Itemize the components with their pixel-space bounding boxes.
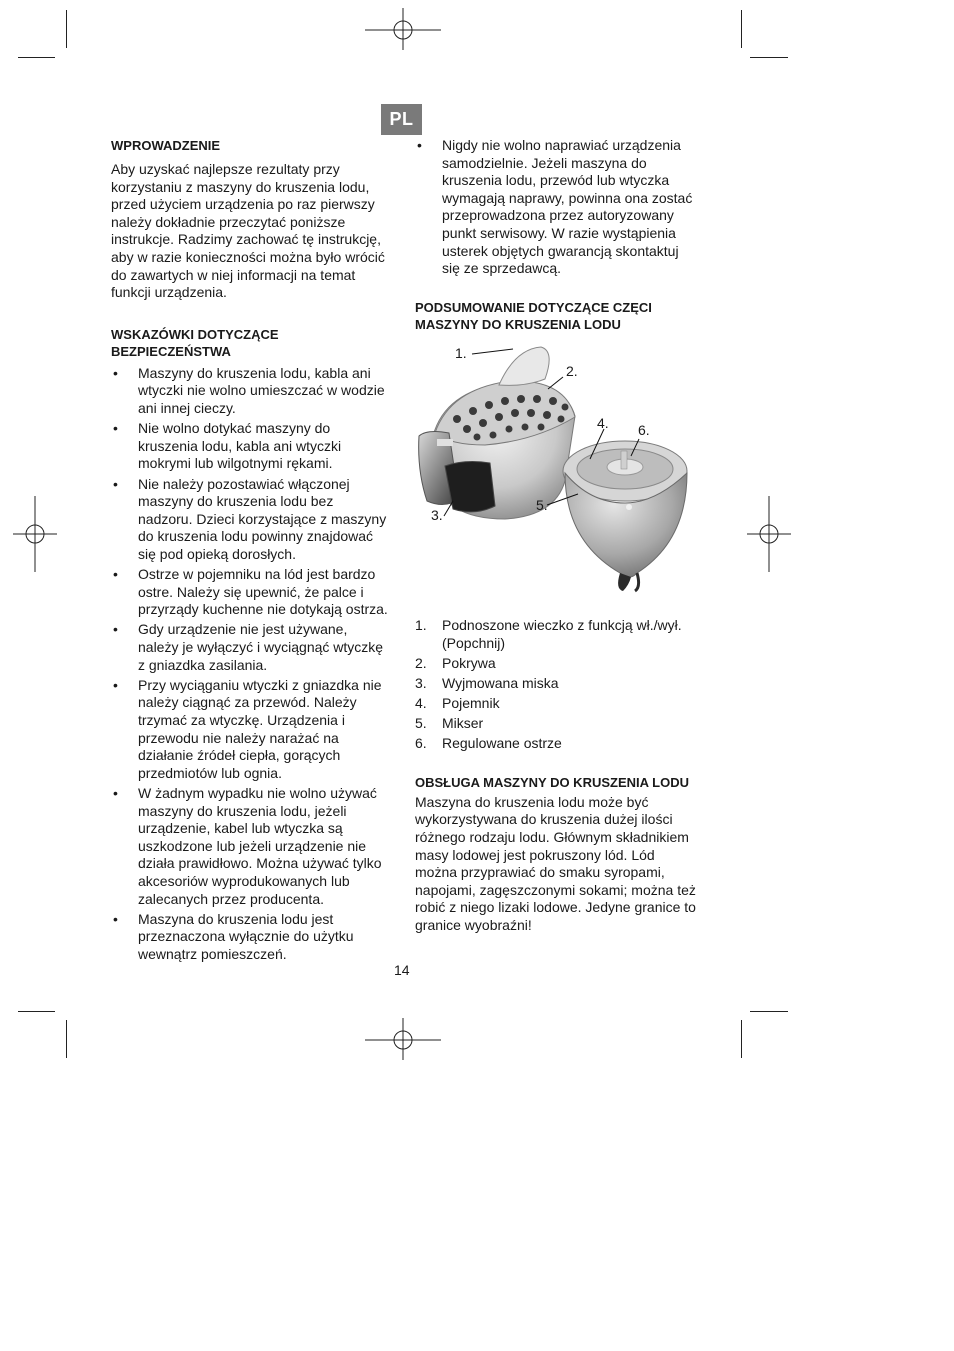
safety-list-continued (415, 137, 700, 278)
parts-list (415, 617, 700, 752)
list-item: 4. Pojemnik (415, 694, 500, 711)
list-item: • Nie wolno dotykać maszyny do kruszenia lodu, kabla ani wtyczki mokrymi lub wilgotnymi rękami. (113, 420, 342, 472)
figure-label: 2. (566, 363, 578, 380)
intro-heading: WPROWADZENIE (111, 138, 221, 153)
crop-mark (66, 1020, 67, 1058)
product-figure (415, 341, 700, 607)
list-item: • Gdy urządzenie nie jest używane, należy je wyłączyć i wyciągnąć wtyczkę z gniazdka zasilania. (113, 621, 384, 673)
list-item: • Maszyna do kruszenia lodu jest przeznaczona wyłącznie do użytku wewnątrz pomieszczeń. (113, 910, 354, 962)
bullet-icon: • (113, 784, 118, 801)
safety-heading: WSKAZÓWKI DOTYCZĄCE BEZPIECZEŃSTWA (111, 326, 279, 359)
list-item: 3. Wyjmowana miska (415, 674, 559, 691)
list-item: • Ostrze w pojemniku na lód jest bardzo ostre. Należy się upewnić, że palce i przyrządy kuchenne nie dotykają ostrza. (113, 566, 388, 618)
operation-heading: OBSŁUGA MASZYNY DO KRUSZENIA LODU (415, 774, 689, 790)
crop-mark (18, 1011, 55, 1012)
bullet-icon: • (417, 137, 422, 153)
right-column (415, 137, 700, 935)
safety-list (111, 365, 391, 964)
figure-label: 6. (638, 422, 650, 439)
bullet-icon: • (113, 676, 118, 693)
intro-body: Aby uzyskać najlepsze rezultaty przy korzystaniu z maszyny do kruszenia lodu, przed użyciem urządzenia po raz pierwszy należy dokładnie przeczytać poniższe instrukcje. Radzimy zachować tę instrukcję, aby w razie konieczności można było wrócić do zawartych w niej informacji na temat funkcji urządzenia. (111, 161, 385, 301)
crop-mark (741, 10, 742, 48)
bullet-icon: • (113, 621, 118, 638)
page-number: 14 (394, 962, 410, 978)
list-item: • Nigdy nie wolno naprawiać urządzenia samodzielnie. Jeżeli maszyna do kruszenia lodu, przewód lub wtyczka wymagają naprawy, powinna ona zostać przeprowadzona przez autoryzowany punkt serwisowy. W razie wystąpienia usterek objętych gwarancją skontaktuj się ze sprzedawcą. (417, 137, 693, 277)
list-item: 6. Regulowane ostrze (415, 734, 562, 751)
list-item: • W żadnym wypadku nie wolno używać maszyny do kruszenia lodu, jeżeli urządzenie, kabel lub wtyczka są uszkodzone lub jeżeli urządzenie nie działa prawidłowo. Można używać tylko akcesoriów wyprodukowanych lub zalecanych przez producenta. (113, 784, 382, 907)
bullet-icon: • (113, 364, 118, 381)
bullet-icon: • (113, 475, 118, 492)
ice-container (563, 441, 687, 591)
registration-mark-icon (731, 496, 807, 572)
bullet-icon: • (113, 910, 118, 927)
registration-mark-icon (365, 0, 441, 68)
ice-crusher-illustration (415, 341, 700, 607)
machine-body (419, 347, 575, 519)
crop-mark (66, 10, 67, 48)
bullet-icon: • (113, 566, 118, 583)
figure-label: 1. (455, 345, 467, 362)
list-item: 2. Pokrywa (415, 654, 496, 671)
list-item: 5. Mikser (415, 714, 484, 731)
registration-mark-icon (365, 1002, 441, 1078)
crop-mark (750, 57, 788, 58)
bullet-icon: • (113, 420, 118, 437)
crop-mark (750, 1011, 788, 1012)
figure-label: 3. (431, 507, 443, 524)
list-item: • Maszyny do kruszenia lodu, kabla ani wtyczki nie wolno umieszczać w wodzie ani innej cieczy. (113, 364, 385, 416)
language-badge: PL (381, 104, 422, 135)
figure-label: 5. (536, 497, 548, 514)
figure-label: 4. (597, 415, 609, 432)
registration-mark-icon (0, 496, 73, 572)
left-column (111, 137, 391, 966)
parts-heading: PODSUMOWANIE DOTYCZĄCE CZĘCI MASZYNY DO KRUSZENIA LODU (415, 300, 652, 333)
list-item: 1. Podnoszone wieczko z funkcją wł./wył. (Popchnij) (415, 617, 682, 651)
crop-mark (741, 1020, 742, 1058)
list-item: • Przy wyciąganiu wtyczki z gniazdka nie należy ciągnąć za przewód. Należy trzymać za wtyczkę. Urządzenia i przewodu nie należy narażać na działanie źródeł ciepła, gorących przedmiotów lub ognia. (113, 676, 382, 781)
list-item: • Nie należy pozostawiać włączonej maszyny do kruszenia lodu bez nadzoru. Dzieci korzystające z maszyny do kruszenia lodu powinny znajdować się pod opieką dorosłych. (113, 475, 387, 562)
crop-mark (18, 57, 55, 58)
operation-body: Maszyna do kruszenia lodu może być wykorzystywana do kruszenia dużej ilości różnego rodzaju lodu. Głównym składnikiem masy lodowej jest pokruszony lód. Lód można przyprawiać do smaku syropami, napojami, zagęszczonymi sokami; można też robić z niego lizaki lodowe. Jedyne granice to granice wyobraźni! (415, 793, 696, 933)
